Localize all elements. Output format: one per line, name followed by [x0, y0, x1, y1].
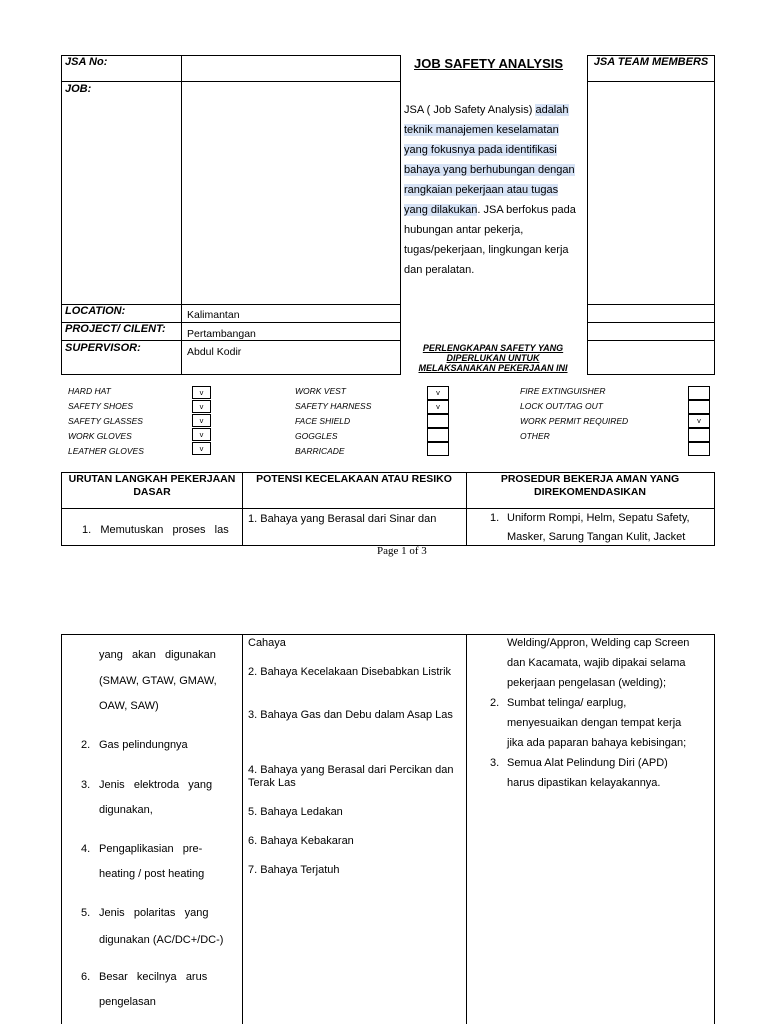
- risk-item: 2. Bahaya Kecelakaan Disebabkan Listrik: [248, 666, 452, 678]
- procedure-number: 3.: [490, 757, 500, 769]
- supervisor-value: Abdul Kodir: [187, 346, 242, 358]
- ppe-label: LEATHER GLOVES: [68, 446, 144, 456]
- step-line: Gas pelindungnya: [99, 739, 188, 751]
- ppe-label: SAFETY HARNESS: [295, 401, 372, 411]
- risk-item: 4. Bahaya yang Berasal dari Percikan dan Terak Las: [248, 764, 454, 789]
- location-value: Kalimantan: [187, 309, 240, 321]
- description-highlight: adalah teknik manajemen keselamatan yang fokusnya pada identifikasi bahaya yang berhubungan dengan rangkaian pekerjaan atau tugas yang dilakukan: [404, 104, 575, 216]
- ppe-checkbox[interactable]: [427, 414, 449, 428]
- ppe-checkbox[interactable]: v: [688, 414, 710, 428]
- ppe-label: GOGGLES: [295, 431, 338, 441]
- step-cell: 1. Memutuskan proses las: [82, 524, 229, 536]
- page-title: JOB SAFETY ANALYSIS: [414, 56, 564, 71]
- ppe-checkbox[interactable]: v: [192, 414, 211, 427]
- step-number: 2.: [81, 739, 91, 751]
- description-lead: JSA ( Job Safety Analysis): [404, 104, 536, 116]
- procedure-line: pekerjaan pengelasan (welding);: [507, 677, 666, 689]
- ppe-label: WORK GLOVES: [68, 431, 132, 441]
- page-footer: Page 1 of 3: [377, 545, 427, 557]
- risk-item: 5. Bahaya Ledakan: [248, 806, 343, 818]
- step-line: yang akan digunakan: [99, 649, 216, 661]
- step-line: OAW, SAW): [99, 700, 159, 712]
- job-label: JOB:: [65, 83, 92, 95]
- procedure-line: dan Kacamata, wajib dipakai selama: [507, 657, 686, 669]
- project-value: Pertambangan: [187, 328, 256, 340]
- ppe-label: FIRE EXTINGUISHER: [520, 386, 606, 396]
- ppe-checkbox[interactable]: [688, 428, 710, 442]
- procedure-number: 1.: [490, 512, 500, 524]
- ppe-label: LOCK OUT/TAG OUT: [520, 401, 603, 411]
- step-line: Pengaplikasian pre-: [99, 843, 203, 855]
- column-header-steps: URUTAN LANGKAH PEKERJAAN DASAR: [68, 473, 236, 498]
- ppe-label: HARD HAT: [68, 386, 111, 396]
- step-line: Jenis polaritas yang: [99, 907, 209, 919]
- step-line: heating / post heating: [99, 868, 205, 880]
- ppe-label: BARRICADE: [295, 446, 345, 456]
- step-number: 5.: [81, 907, 91, 919]
- step-number: 4.: [81, 843, 91, 855]
- procedure-cell: Masker, Sarung Tangan Kulit, Jacket: [507, 531, 686, 543]
- step-line: Besar kecilnya arus: [99, 971, 208, 983]
- location-label: LOCATION:: [65, 305, 126, 317]
- risk-item: 7. Bahaya Terjatuh: [248, 864, 340, 876]
- ppe-checkbox[interactable]: [688, 386, 710, 400]
- ppe-checkbox[interactable]: v: [192, 400, 211, 413]
- risk-item: 6. Bahaya Kebakaran: [248, 835, 354, 847]
- step-line: digunakan,: [99, 804, 153, 816]
- jsa-description: [404, 100, 584, 280]
- ppe-label: OTHER: [520, 431, 550, 441]
- procedure-line: harus dipastikan kelayakannya.: [507, 777, 661, 789]
- ppe-checkbox[interactable]: v: [427, 386, 449, 400]
- ppe-checkbox[interactable]: [688, 442, 710, 456]
- ppe-label: WORK VEST: [295, 386, 347, 396]
- step-line: (SMAW, GTAW, GMAW,: [99, 675, 217, 687]
- ppe-label: WORK PERMIT REQUIRED: [520, 416, 629, 426]
- project-label: PROJECT/ CILENT:: [65, 323, 166, 335]
- column-header-risks: POTENSI KECELAKAAN ATAU RESIKO: [256, 473, 452, 485]
- step-line: Jenis elektroda yang: [99, 779, 213, 791]
- team-members-label: JSA TEAM MEMBERS: [593, 56, 709, 68]
- ppe-checkbox[interactable]: [427, 442, 449, 456]
- description-tail: . JSA berfokus pada hubungan antar pekerja, tugas/pekerjaan, lingkungan kerja dan peralatan.: [404, 204, 576, 276]
- column-header-procedures: PROSEDUR BEKERJA AMAN YANG DIREKOMENDASIKAN: [500, 473, 680, 498]
- procedure-line: Welding/Appron, Welding cap Screen: [507, 637, 690, 649]
- step-number: 3.: [81, 779, 91, 791]
- procedure-cell: Uniform Rompi, Helm, Sepatu Safety,: [507, 512, 690, 524]
- ppe-checkbox[interactable]: v: [427, 400, 449, 414]
- ppe-label: SAFETY GLASSES: [68, 416, 143, 426]
- ppe-checkbox[interactable]: v: [192, 442, 211, 455]
- jsa-no-label: JSA No:: [65, 56, 108, 68]
- ppe-label: SAFETY SHOES: [68, 401, 134, 411]
- step-line: pengelasan: [99, 996, 156, 1008]
- ppe-checkbox[interactable]: [688, 400, 710, 414]
- risk-cell: 1. Bahaya yang Berasal dari Sinar dan: [248, 513, 437, 525]
- procedure-line: Sumbat telinga/ earplug,: [507, 697, 627, 709]
- supervisor-label: SUPERVISOR:: [65, 342, 141, 354]
- step-line: digunakan (AC/DC+/DC-): [99, 934, 224, 946]
- risk-item: 3. Bahaya Gas dan Debu dalam Asap Las: [248, 709, 453, 721]
- procedure-line: jika ada paparan bahaya kebisingan;: [507, 737, 687, 749]
- procedure-number: 2.: [490, 697, 500, 709]
- procedure-line: menyesuaikan dengan tempat kerja: [507, 717, 682, 729]
- risk-item: Cahaya: [248, 637, 286, 649]
- step-number: 6.: [81, 971, 91, 983]
- procedure-line: Semua Alat Pelindung Diri (APD): [507, 757, 668, 769]
- ppe-section-title: PERLENGKAPAN SAFETY YANG DIPERLUKAN UNTUK MELAKSANAKAN PEKERJAAN INI: [418, 343, 568, 373]
- ppe-checkbox[interactable]: v: [192, 428, 211, 441]
- ppe-checkbox[interactable]: [427, 428, 449, 442]
- ppe-label: FACE SHIELD: [295, 416, 351, 426]
- ppe-checkbox[interactable]: v: [192, 386, 211, 399]
